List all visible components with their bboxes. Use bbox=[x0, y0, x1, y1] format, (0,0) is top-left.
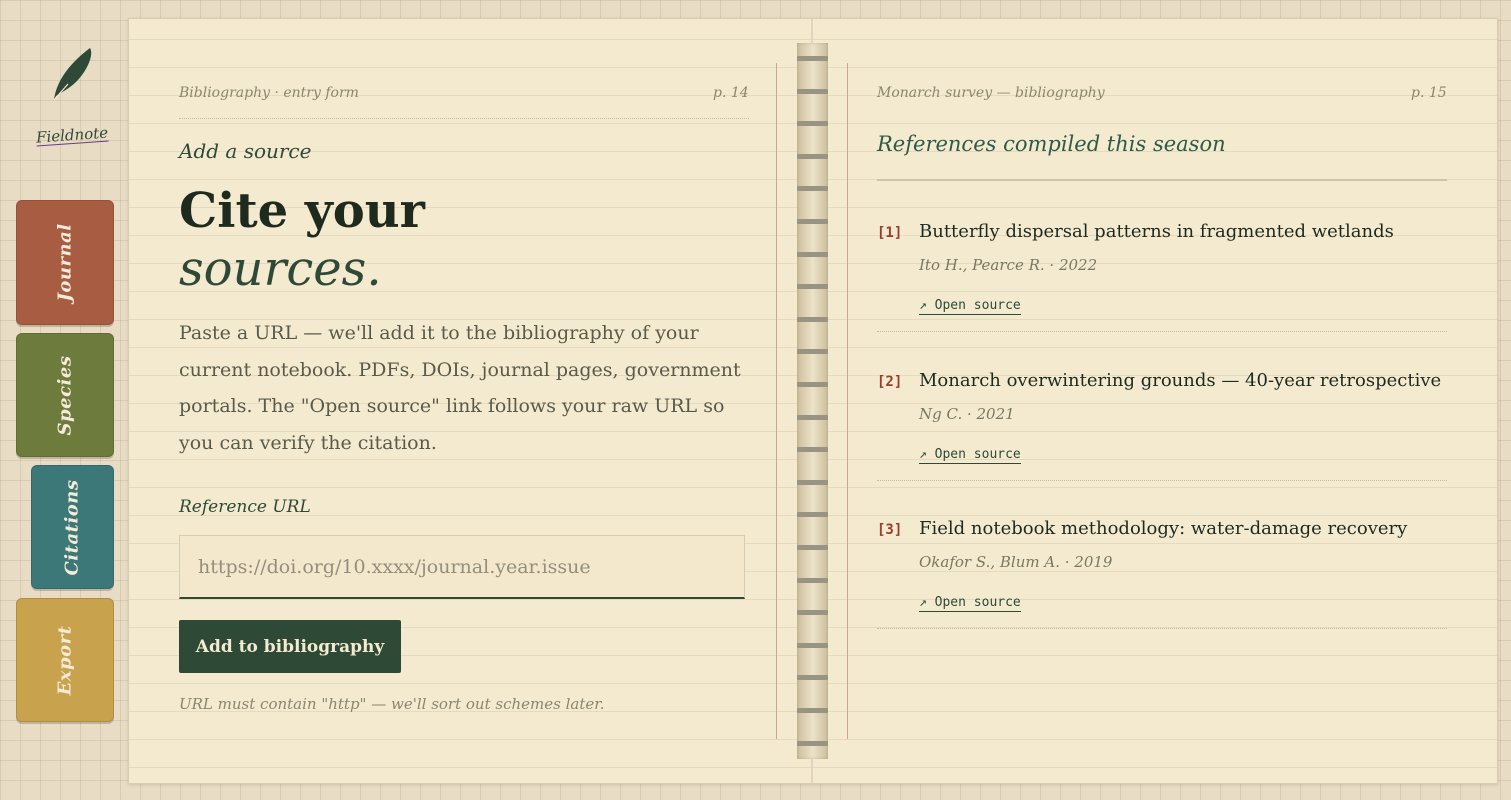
nav-rail bbox=[0, 0, 128, 800]
binding-ring bbox=[797, 578, 828, 583]
binding-ring bbox=[797, 284, 828, 289]
reference-url-input[interactable] bbox=[179, 535, 745, 599]
page-title-line1: Cite your bbox=[179, 183, 425, 239]
open-source-link[interactable]: ↗ Open source bbox=[919, 595, 1021, 610]
left-header-rule bbox=[179, 118, 749, 120]
page-title-line2: sources. bbox=[179, 241, 382, 297]
spiral-binding bbox=[797, 43, 828, 759]
binding-ring bbox=[797, 252, 828, 257]
binding-ring bbox=[797, 89, 828, 94]
right-page-header: Monarch survey — bibliography bbox=[877, 85, 1105, 101]
tab-species[interactable] bbox=[16, 333, 114, 457]
url-field-label: Reference URL bbox=[179, 497, 311, 517]
tab-export[interactable] bbox=[16, 598, 114, 722]
reference-number: [3] bbox=[877, 522, 903, 538]
binding-ring bbox=[797, 317, 828, 322]
brand-name[interactable]: Fieldnote bbox=[35, 123, 109, 147]
binding-ring bbox=[797, 415, 828, 420]
binding-ring bbox=[797, 349, 828, 354]
open-source-link[interactable]: ↗ Open source bbox=[919, 447, 1021, 462]
binding-ring bbox=[797, 56, 828, 61]
reference-entry bbox=[877, 518, 1447, 652]
binding-ring bbox=[797, 708, 828, 713]
binding-ring bbox=[797, 643, 828, 648]
reference-title: Field notebook methodology: water-damage recovery bbox=[919, 518, 1408, 539]
entry-divider bbox=[877, 628, 1447, 629]
reference-title: Butterfly dispersal patterns in fragmented wetlands bbox=[919, 221, 1394, 242]
left-page-number: p. 14 bbox=[713, 85, 749, 101]
binding-ring bbox=[797, 447, 828, 452]
reference-authors: Okafor S., Blum A. · 2019 bbox=[919, 553, 1113, 571]
references-divider bbox=[877, 179, 1447, 181]
binding-ring bbox=[797, 219, 828, 224]
reference-title: Monarch overwintering grounds — 40-year retrospective bbox=[919, 370, 1442, 391]
tab-citations-label: Citations bbox=[62, 478, 83, 576]
binding-ring bbox=[797, 382, 828, 387]
notebook bbox=[128, 18, 1498, 784]
tab-species-label: Species bbox=[54, 355, 76, 435]
entry-divider bbox=[877, 331, 1447, 332]
reference-authors: Ng C. · 2021 bbox=[919, 405, 1015, 423]
binding-ring bbox=[797, 480, 828, 485]
entry-divider bbox=[877, 480, 1447, 481]
binding-ring bbox=[797, 545, 828, 550]
binding-ring bbox=[797, 186, 828, 191]
url-hint: URL must contain "http" — we'll sort out schemes later. bbox=[179, 695, 605, 713]
binding-ring bbox=[797, 610, 828, 615]
tab-citations[interactable] bbox=[31, 465, 114, 589]
reference-number: [2] bbox=[877, 374, 903, 390]
reference-number: [1] bbox=[877, 225, 903, 241]
tab-journal-label: Journal bbox=[54, 223, 76, 302]
references-heading: References compiled this season bbox=[877, 132, 1226, 156]
right-page-number: p. 15 bbox=[1411, 85, 1447, 101]
tab-journal[interactable] bbox=[16, 200, 114, 325]
form-eyebrow: Add a source bbox=[179, 139, 312, 163]
binding-ring bbox=[797, 675, 828, 680]
margin-line-right bbox=[847, 63, 848, 739]
reference-entry bbox=[877, 221, 1447, 355]
reference-authors: Ito H., Pearce R. · 2022 bbox=[919, 256, 1098, 274]
margin-line-left bbox=[776, 63, 777, 739]
reference-entry bbox=[877, 370, 1447, 504]
binding-ring bbox=[797, 154, 828, 159]
open-source-link[interactable]: ↗ Open source bbox=[919, 298, 1021, 313]
add-to-bibliography-button[interactable]: Add to bibliography bbox=[179, 620, 401, 673]
quill-icon bbox=[48, 44, 96, 104]
left-page-header: Bibliography · entry form bbox=[179, 85, 359, 101]
binding-ring bbox=[797, 121, 828, 126]
form-description: Paste a URL — we'll add it to the bibliography of your current notebook. PDFs, DOIs, journal pages, government portals. The "Open source" link follows your raw URL so you can verify the citation. bbox=[179, 322, 741, 454]
binding-ring bbox=[797, 741, 828, 746]
binding-ring bbox=[797, 512, 828, 517]
tab-export-label: Export bbox=[54, 625, 76, 695]
